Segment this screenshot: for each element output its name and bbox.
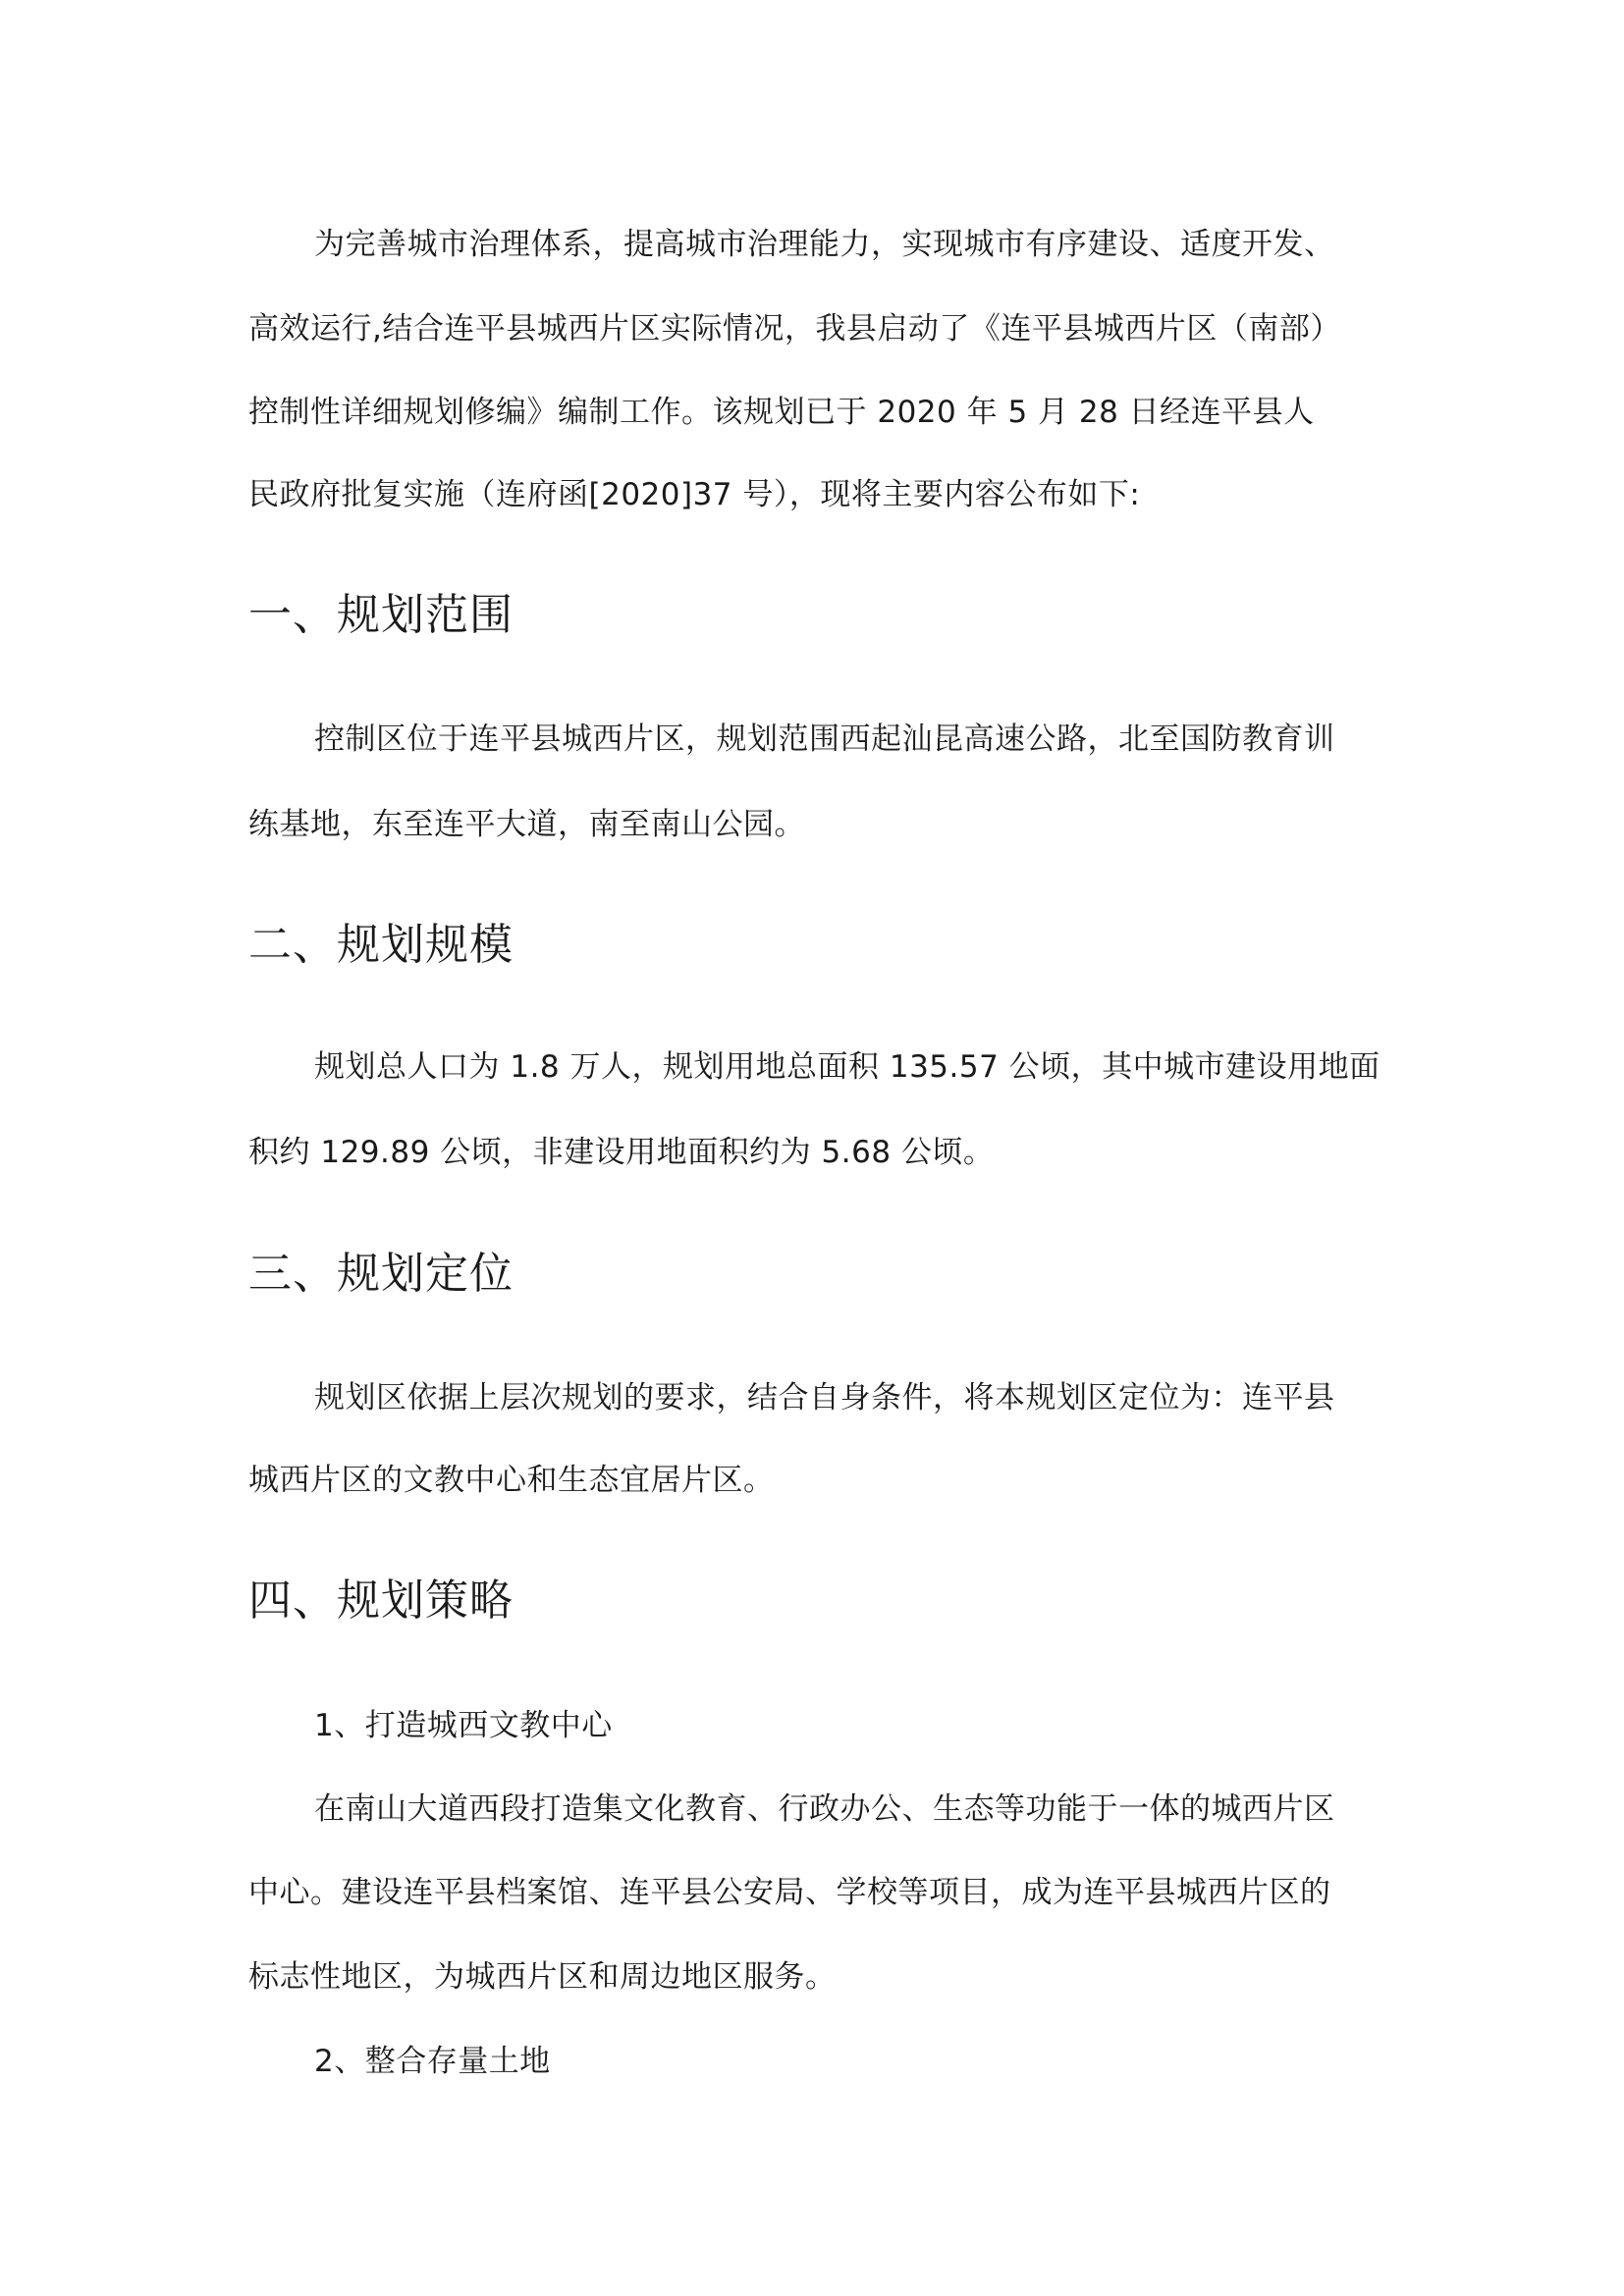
section-text-line: 规划总人口为 1.8 万人，规划用地总面积 135.57 公顷，其中城市建设用地面 [314, 1049, 1380, 1085]
intro-line-2: 高效运行,结合连平县城西片区实际情况，我县启动了《连平县城西片区（南部） [248, 311, 1341, 347]
section-heading: 二、规划规模 [248, 920, 514, 970]
strategy-item-line: 在南山大道西段打造集文化教育、行政办公、生态等功能于一体的城西片区 [314, 1791, 1335, 1827]
section-heading: 四、规划策略 [248, 1575, 514, 1626]
intro-line-4: 民政府批复实施（连府函[2020]37 号），现将主要内容公布如下: [248, 477, 1141, 512]
section-text-line: 城西片区的文教中心和生态宜居片区。 [248, 1463, 775, 1498]
strategy-item-line: 标志性地区，为城西片区和周边地区服务。 [248, 1959, 837, 1995]
strategy-item-title: 1、打造城西文教中心 [314, 1708, 613, 1743]
section-text-line: 控制区位于连平县城西片区，规划范围西起汕昆高速公路，北至国防教育训 [314, 721, 1335, 757]
section-text-line: 规划区依据上层次规划的要求，结合自身条件，将本规划区定位为：连平县 [314, 1380, 1335, 1415]
intro-line-3: 控制性详细规划修编》编制工作。该规划已于 2020 年 5 月 28 日经连平县人 [248, 395, 1315, 430]
section-heading: 一、规划范围 [248, 590, 514, 640]
strategy-item-line: 中心。建设连平县档案馆、连平县公安局、学校等项目，成为连平县城西片区的 [248, 1875, 1331, 1910]
section-heading: 三、规划定位 [248, 1249, 514, 1299]
strategy-item-title: 2、整合存量土地 [314, 2044, 551, 2079]
section-text-line: 积约 129.89 公顷，非建设用地面积约为 5.68 公顷。 [248, 1135, 995, 1170]
section-text-line: 练基地，东至连平大道，南至南山公园。 [248, 807, 805, 842]
intro-line-1: 为完善城市治理体系，提高城市治理能力，实现城市有序建设、适度开发、 [314, 227, 1335, 262]
